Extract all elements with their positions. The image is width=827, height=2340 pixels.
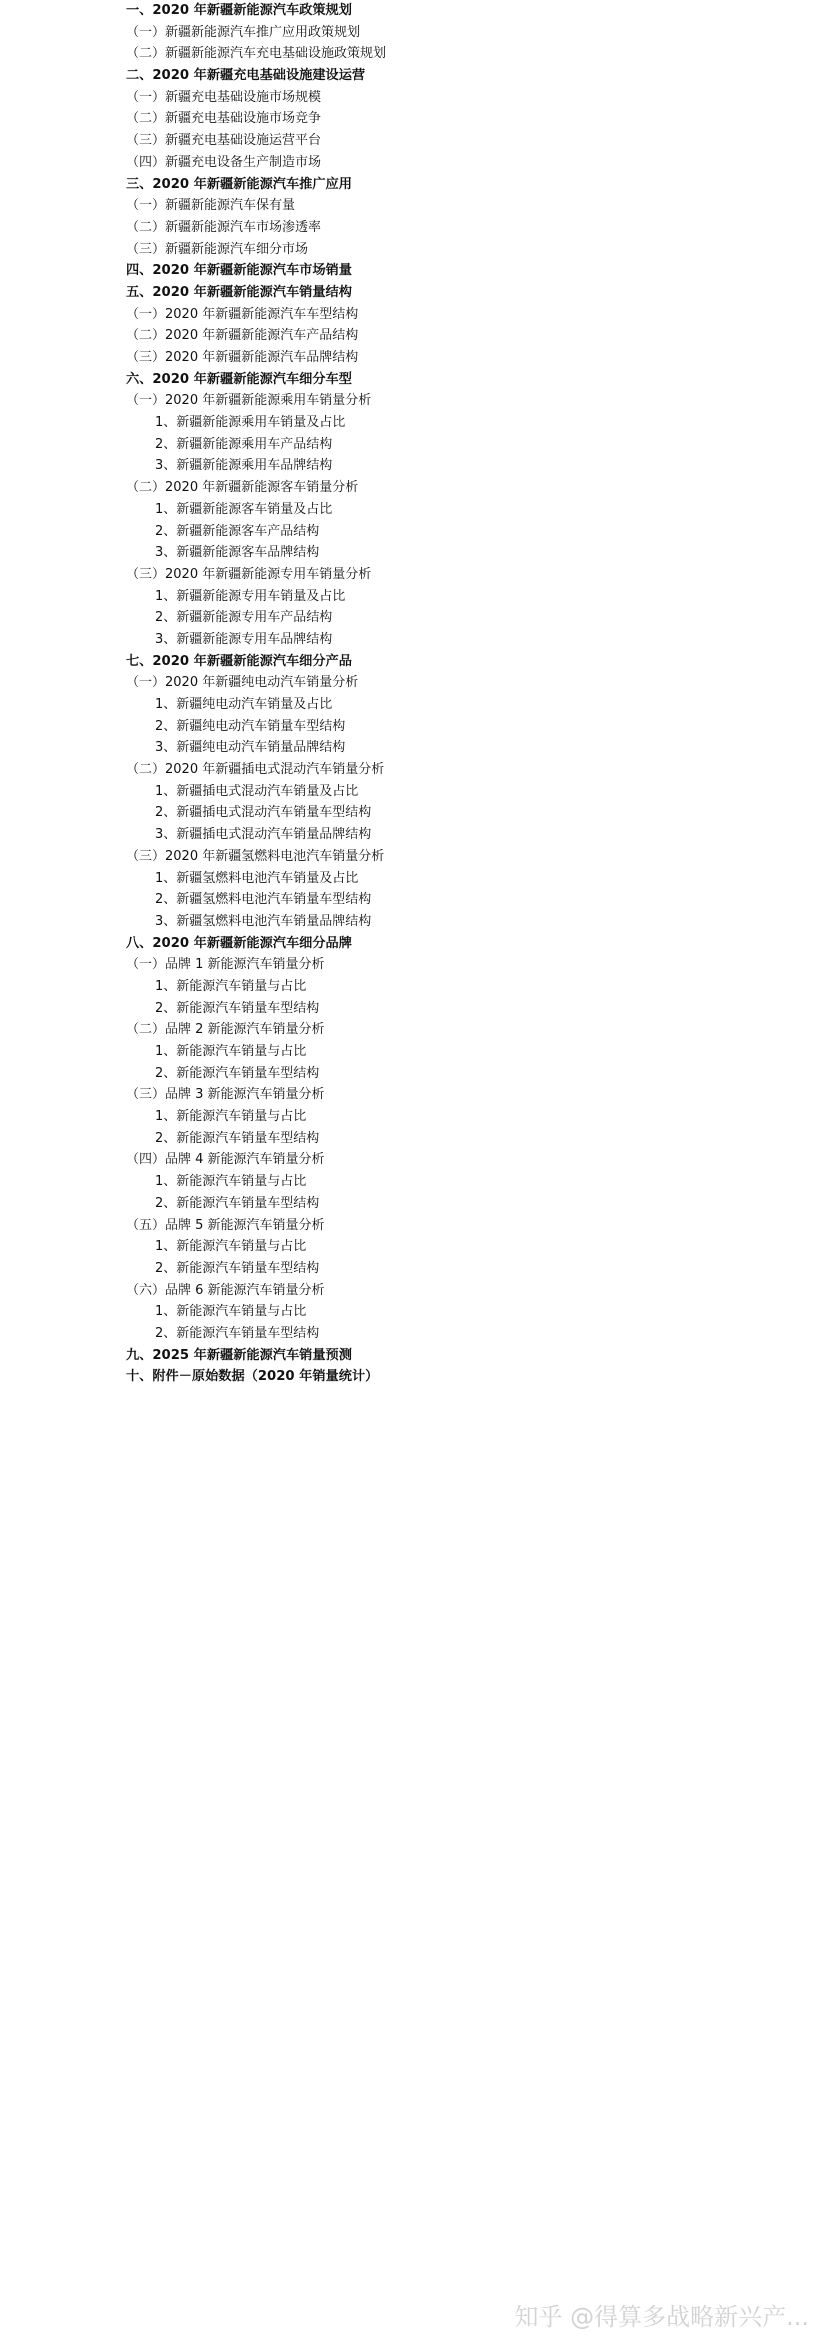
toc-subsection-item: 3、新疆插电式混动汽车销量品牌结构 (155, 827, 372, 843)
toc-subsection-item: 1、新能源汽车销量与占比 (155, 978, 307, 994)
toc-section-item: （二）2020 年新疆插电式混动汽车销量分析 (126, 762, 385, 778)
toc-section-item: （三）新疆新能源汽车细分市场 (126, 241, 309, 257)
toc-section-item: （一）2020 年新疆纯电动汽车销量分析 (126, 675, 359, 691)
toc-chapter-heading: 九、2025 年新疆新能源汽车销量预测 (126, 1347, 352, 1363)
toc-subsection-item: 3、新疆氢燃料电池汽车销量品牌结构 (155, 913, 372, 929)
toc-subsection-item: 1、新疆纯电动汽车销量及占比 (155, 697, 333, 712)
toc-section-item: （三）2020 年新疆氢燃料电池汽车销量分析 (126, 848, 385, 864)
toc-section-item: （一）新疆新能源汽车保有量 (126, 198, 296, 214)
toc-chapter-heading: 十、附件－原始数据（2020 年销量统计） (126, 1369, 379, 1385)
toc-section-item: （四）新疆充电设备生产制造市场 (126, 154, 322, 170)
toc-section-item: （二）新疆新能源汽车充电基础设施政策规划 (126, 46, 387, 62)
toc-subsection-item: 3、新疆新能源客车品牌结构 (155, 545, 320, 561)
toc-section-item: （五）品牌 5 新能源汽车销量分析 (126, 1217, 325, 1233)
toc-subsection-item: 3、新疆新能源专用车品牌结构 (155, 631, 333, 647)
toc-subsection-item: 2、新能源汽车销量车型结构 (155, 1195, 320, 1211)
toc-subsection-item: 1、新疆氢燃料电池汽车销量及占比 (155, 870, 359, 886)
toc-subsection-item: 1、新能源汽车销量与占比 (155, 1239, 307, 1255)
toc-subsection-item: 1、新能源汽车销量与占比 (155, 1174, 307, 1190)
toc-subsection-item: 2、新疆新能源乘用车产品结构 (155, 436, 333, 452)
toc-subsection-item: 2、新能源汽车销量车型结构 (155, 1325, 320, 1341)
toc-section-item: （一）新疆充电基础设施市场规模 (126, 89, 322, 105)
toc-section-item: （六）品牌 6 新能源汽车销量分析 (126, 1282, 325, 1298)
toc-subsection-item: 1、新疆新能源乘用车销量及占比 (155, 415, 346, 431)
toc-chapter-heading: 六、2020 年新疆新能源汽车细分车型 (126, 371, 352, 387)
toc-subsection-item: 2、新能源汽车销量车型结构 (155, 1065, 320, 1081)
toc-section-item: （二）2020 年新疆新能源汽车产品结构 (126, 328, 359, 344)
toc-chapter-heading: 五、2020 年新疆新能源汽车销量结构 (126, 284, 352, 300)
toc-subsection-item: 2、新疆插电式混动汽车销量车型结构 (155, 805, 372, 821)
toc-subsection-item: 3、新疆纯电动汽车销量品牌结构 (155, 740, 346, 756)
toc-section-item: （一）品牌 1 新能源汽车销量分析 (126, 957, 325, 973)
toc-section-item: （三）品牌 3 新能源汽车销量分析 (126, 1087, 325, 1103)
toc-section-item: （三）2020 年新疆新能源专用车销量分析 (126, 566, 372, 582)
toc-subsection-item: 1、新疆新能源客车销量及占比 (155, 501, 333, 517)
toc-subsection-item: 2、新能源汽车销量车型结构 (155, 1000, 320, 1016)
toc-subsection-item: 2、新疆新能源客车产品结构 (155, 523, 320, 539)
toc-section-item: （三）新疆充电基础设施运营平台 (126, 133, 322, 149)
toc-section-item: （三）2020 年新疆新能源汽车品牌结构 (126, 350, 359, 365)
toc-section-item: （二）新疆新能源汽车市场渗透率 (126, 219, 322, 235)
toc-subsection-item: 2、新疆新能源专用车产品结构 (155, 610, 333, 626)
toc-subsection-item: 3、新疆新能源乘用车品牌结构 (155, 458, 333, 474)
toc-section-item: （二）2020 年新疆新能源客车销量分析 (126, 480, 359, 496)
toc-subsection-item: 2、新能源汽车销量车型结构 (155, 1130, 320, 1146)
toc-subsection-item: 1、新能源汽车销量与占比 (155, 1044, 307, 1059)
toc-subsection-item: 1、新疆新能源专用车销量及占比 (155, 588, 346, 604)
toc-section-item: （一）2020 年新疆新能源乘用车销量分析 (126, 393, 372, 409)
toc-subsection-item: 1、新能源汽车销量与占比 (155, 1304, 307, 1320)
zhihu-watermark: 知乎 @得算多战略新兴产... (514, 2303, 809, 2331)
toc-chapter-heading: 三、2020 年新疆新能源汽车推广应用 (126, 176, 352, 192)
toc-subsection-item: 2、新疆氢燃料电池汽车销量车型结构 (155, 892, 372, 908)
toc-section-item: （一）2020 年新疆新能源汽车车型结构 (126, 306, 359, 322)
toc-section-item: （一）新疆新能源汽车推广应用政策规划 (126, 24, 361, 40)
toc-subsection-item: 2、新能源汽车销量车型结构 (155, 1260, 320, 1276)
toc-chapter-heading: 一、2020 年新疆新能源汽车政策规划 (126, 3, 352, 18)
toc-section-item: （四）品牌 4 新能源汽车销量分析 (126, 1152, 325, 1168)
toc-chapter-heading: 八、2020 年新疆新能源汽车细分品牌 (126, 935, 352, 951)
table-of-contents (126, 0, 806, 1388)
toc-chapter-heading: 四、2020 年新疆新能源汽车市场销量 (126, 263, 352, 279)
toc-section-item: （二）品牌 2 新能源汽车销量分析 (126, 1022, 325, 1038)
toc-subsection-item: 2、新疆纯电动汽车销量车型结构 (155, 718, 346, 734)
toc-subsection-item: 1、新能源汽车销量与占比 (155, 1109, 307, 1125)
toc-chapter-heading: 二、2020 年新疆充电基础设施建设运营 (126, 68, 366, 84)
toc-subsection-item: 1、新疆插电式混动汽车销量及占比 (155, 783, 359, 799)
toc-section-item: （二）新疆充电基础设施市场竞争 (126, 111, 322, 127)
toc-chapter-heading: 七、2020 年新疆新能源汽车细分产品 (126, 653, 352, 669)
